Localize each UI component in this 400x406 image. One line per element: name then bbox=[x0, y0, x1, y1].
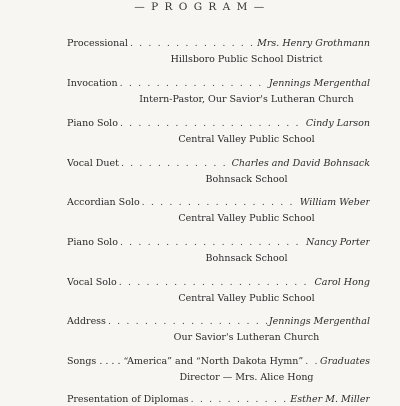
leader-dots bbox=[120, 78, 267, 90]
program-entry-vocal-solo bbox=[67, 277, 370, 305]
program-entry-songs bbox=[67, 356, 370, 384]
entry-title: Processional bbox=[67, 38, 128, 49]
entry-affiliation: Central Valley Public School bbox=[178, 213, 315, 224]
program-entry-accordian-solo bbox=[67, 197, 370, 225]
program-entry-processional bbox=[67, 38, 370, 66]
entry-line bbox=[67, 316, 370, 328]
entry-title: Invocation bbox=[67, 78, 118, 89]
entry-affiliation: Central Valley Public School bbox=[178, 293, 315, 304]
entry-title: Vocal Solo bbox=[67, 277, 117, 288]
entry-line bbox=[67, 118, 370, 130]
entry-performer: Jennings Mergenthal bbox=[268, 78, 370, 89]
program-entry-presentation bbox=[67, 394, 370, 406]
program-entry-piano-solo-2 bbox=[67, 237, 370, 265]
entry-performer: Cindy Larson bbox=[305, 118, 370, 129]
entry-title: Piano Solo bbox=[67, 237, 118, 248]
entry-title: Vocal Duet bbox=[67, 158, 119, 169]
entry-line bbox=[67, 197, 370, 209]
entry-performer: William Weber bbox=[299, 197, 370, 208]
entry-line bbox=[67, 38, 370, 50]
entry-performer: Jennings Mergenthal bbox=[268, 316, 370, 327]
entry-title: Accordian Solo bbox=[67, 197, 140, 208]
entry-affiliation: Bohnsack School bbox=[205, 253, 288, 264]
entry-performer: Esther M. Miller bbox=[290, 394, 370, 405]
leader-dots bbox=[305, 356, 318, 368]
entry-line bbox=[67, 277, 370, 289]
entry-line bbox=[67, 356, 370, 368]
entry-affiliation: Central Valley Public School bbox=[178, 134, 315, 145]
entry-line bbox=[67, 78, 370, 90]
entry-performer: Nancy Porter bbox=[305, 237, 370, 248]
program-entry-vocal-duet bbox=[67, 158, 370, 186]
entry-line bbox=[67, 237, 370, 249]
entry-line bbox=[67, 158, 370, 170]
entry-performer: Graduates bbox=[320, 356, 370, 367]
leader-dots bbox=[120, 237, 304, 249]
entry-performer: Charles and David Bohnsack bbox=[231, 158, 370, 169]
entry-title: Piano Solo bbox=[67, 118, 118, 129]
leader-dots bbox=[121, 158, 230, 170]
entry-title: Presentation of Diplomas bbox=[67, 394, 189, 405]
entry-line bbox=[67, 394, 370, 406]
leader-dots bbox=[142, 197, 298, 209]
leader-dots bbox=[120, 118, 304, 130]
program-entry-address bbox=[67, 316, 370, 344]
leader-dots bbox=[130, 38, 255, 50]
entry-affiliation: Bohnsack School bbox=[205, 174, 288, 185]
entry-affiliation: Our Savior's Lutheran Church bbox=[173, 332, 320, 343]
entry-affiliation: Hillsboro Public School District bbox=[170, 54, 323, 65]
entry-title: Songs . . . . “America” and “North Dakota Hymn” bbox=[67, 356, 304, 367]
entry-affiliation: Director — Mrs. Alice Hong bbox=[179, 372, 314, 383]
leader-dots bbox=[191, 394, 289, 406]
entry-performer: Carol Hong bbox=[314, 277, 370, 288]
program-entry-piano-solo-1 bbox=[67, 118, 370, 146]
entry-performer: Mrs. Henry Grothmann bbox=[257, 38, 370, 49]
program-heading: — P R O G R A M — bbox=[134, 1, 266, 13]
entry-affiliation: Intern-Pastor, Our Savior's Lutheran Church bbox=[139, 94, 354, 105]
leader-dots bbox=[108, 316, 267, 328]
leader-dots bbox=[119, 277, 313, 289]
program-entry-invocation bbox=[67, 78, 370, 106]
entry-title: Address bbox=[67, 316, 106, 327]
